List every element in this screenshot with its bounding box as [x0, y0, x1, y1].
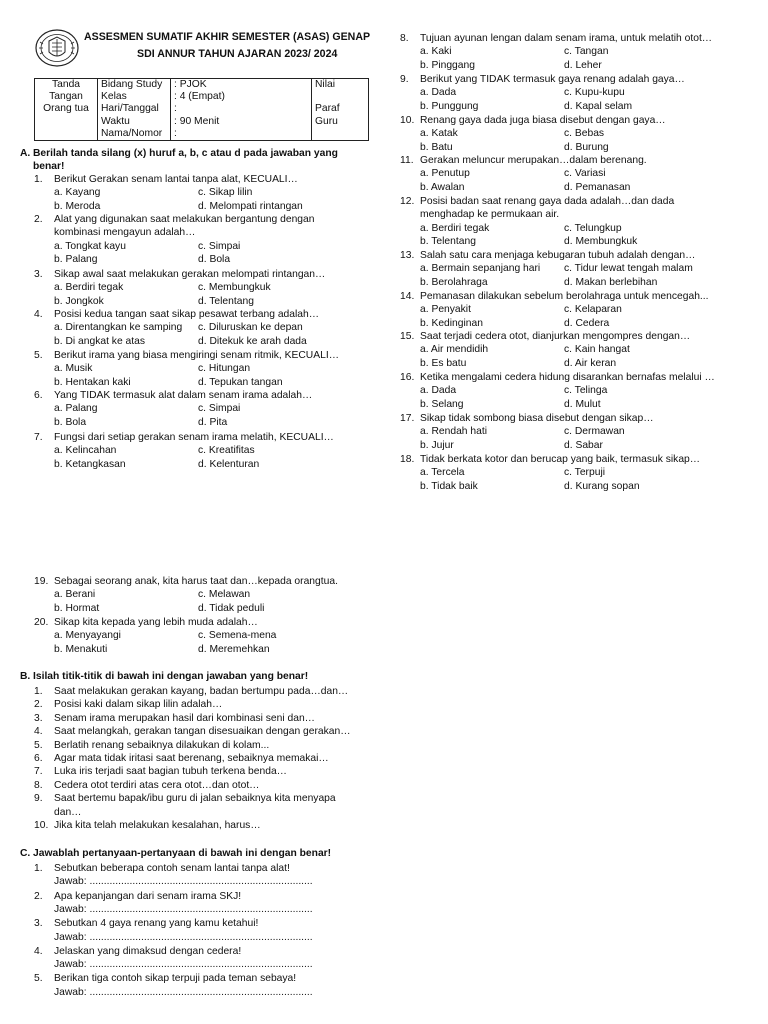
option-a[interactable]: a. Berdiri tegak [420, 222, 490, 234]
question-number: 3. [34, 269, 43, 280]
option-c[interactable]: c. Hitungan [198, 363, 251, 375]
score-cell: Nilai Paraf Guru [312, 79, 369, 141]
essay-question: Sebutkan beberapa contoh senam lantai tanpa alat! [54, 863, 290, 874]
question-text: Berikut irama yang biasa mengiringi senam ritmik, KECUALI… [54, 350, 339, 361]
essay-question: Berikan tiga contoh sikap terpuji pada teman sebaya! [54, 973, 297, 985]
option-a[interactable]: a. Dada [420, 87, 457, 99]
option-a[interactable]: a. Menyayangi [54, 630, 121, 642]
item-number: 6. [34, 753, 43, 764]
essay-question: Jelaskan yang dimaksud dengan cedera! [54, 945, 242, 957]
answer-line[interactable]: Jawab: .............................................................................. [54, 959, 313, 971]
answer-line[interactable]: Jawab: .............................................................................. [54, 986, 313, 998]
option-c[interactable]: c. Bebas [564, 128, 605, 140]
question-number: 15. [400, 331, 415, 342]
question-text: menghadap ke permukaan air. [420, 209, 560, 221]
option-b[interactable]: b. Di angkat ke atas [54, 335, 146, 347]
option-b[interactable]: b. Batu [420, 141, 453, 153]
item-text: Saat melangkah, gerakan tangan disesuaikan dengan gerakan… [54, 726, 351, 738]
option-d[interactable]: d. Membungkuk [564, 236, 638, 248]
option-b[interactable]: b. Bola [54, 416, 87, 428]
question-number: 12. [400, 196, 415, 207]
section-a-label: A. [20, 148, 31, 159]
school-title: SDI ANNUR TAHUN AJARAN 2023/ 2024 [137, 48, 338, 60]
option-b[interactable]: b. Menakuti [54, 643, 108, 655]
section-c-label: C. [20, 848, 31, 859]
option-b[interactable]: b. Hormat [54, 602, 100, 614]
option-c[interactable]: c. Kreatifitas [198, 445, 255, 457]
option-b[interactable]: b. Ketangkasan [54, 458, 126, 470]
option-b[interactable]: b. Telentang [420, 236, 476, 248]
question-text: Berikut Gerakan senam lantai tanpa alat, KECUALI… [54, 174, 298, 185]
question-text: Renang gaya dada juga biasa disebut dengan gaya… [420, 115, 666, 126]
item-number: 4. [34, 945, 43, 957]
option-a[interactable]: a. Air mendidih [420, 344, 489, 356]
option-b[interactable]: b. Jongkok [54, 295, 104, 307]
item-text: Jika kita telah melakukan kesalahan, harus… [54, 820, 261, 831]
item-text: Posisi kaki dalam sikap lilin adalah… [54, 699, 223, 711]
option-c[interactable]: c. Semena-mena [198, 630, 277, 642]
option-d[interactable]: d. Ditekuk ke arah dada [198, 335, 307, 347]
option-d[interactable]: d. Melompati rintangan [198, 200, 303, 212]
essay-question: Sebutkan 4 gaya renang yang kamu ketahui! [54, 918, 259, 930]
item-number: 9. [34, 793, 43, 805]
section-b-instruction: Isilah titik-titik di bawah ini dengan jawaban yang benar! [33, 671, 309, 682]
option-c[interactable]: c. Melawan [198, 589, 251, 601]
option-a[interactable]: a. Bermain sepanjang hari [420, 263, 541, 275]
question-number: 9. [400, 74, 409, 85]
item-text: Luka iris terjadi saat bagian tubuh terkena benda… [54, 766, 287, 778]
question-number: 2. [34, 214, 43, 225]
question-text: Fungsi dari setiap gerakan senam irama melatih, KECUALI… [54, 432, 334, 443]
question-number: 20. [34, 617, 49, 628]
exam-title: ASSESMEN SUMATIF AKHIR SEMESTER (ASAS) GENAP [84, 31, 371, 43]
option-c[interactable]: c. Simpai [198, 240, 241, 252]
option-a[interactable]: a. Direntangkan ke samping [54, 322, 183, 334]
option-c[interactable]: c. Sikap lilin [198, 187, 253, 199]
option-b[interactable]: b. Tidak baik [420, 480, 478, 492]
parent-signature-cell: Tanda Tangan Orang tua [35, 79, 98, 141]
question-number: 4. [34, 309, 43, 320]
item-number: 1. [34, 863, 43, 874]
option-c[interactable]: c. Diluruskan ke depan [198, 322, 303, 334]
field-values: : PJOK : 4 (Empat) : : 90 Menit : [171, 79, 312, 141]
question-number: 17. [400, 413, 415, 424]
option-b[interactable]: b. Jujur [420, 439, 454, 451]
option-b[interactable]: b. Punggung [420, 100, 479, 112]
option-c[interactable]: c. Tangan [564, 46, 609, 58]
option-c[interactable]: c. Telinga [564, 385, 608, 397]
option-a[interactable]: a. Berdiri tegak [54, 282, 124, 294]
question-text: Sikap tidak sombong biasa disebut dengan sikap… [420, 413, 654, 424]
option-d[interactable]: d. Air keran [564, 357, 617, 369]
option-b[interactable]: b. Meroda [54, 200, 101, 212]
question-number: 16. [400, 372, 415, 383]
option-a[interactable]: a. Penutup [420, 168, 470, 180]
question-number: 5. [34, 350, 43, 361]
item-text: Cedera otot terdiri atas cera otot…dan otot… [54, 779, 260, 791]
question-number: 13. [400, 250, 415, 261]
school-logo [34, 28, 80, 68]
option-b[interactable]: b. Kedinginan [420, 317, 483, 329]
question-number: 1. [34, 174, 43, 185]
item-text: dan… [54, 806, 82, 818]
option-c[interactable]: c. Tidur lewat tengah malam [564, 263, 693, 275]
option-a[interactable]: a. Palang [54, 403, 98, 415]
option-d[interactable]: d. Tepukan tangan [198, 376, 283, 388]
item-text: Senam irama merupakan hasil dari kombinasi seni dan… [54, 712, 315, 724]
option-d[interactable]: d. Kelenturan [198, 458, 260, 470]
option-d[interactable]: d. Burung [564, 141, 609, 153]
question-number: 19. [34, 576, 49, 587]
option-a[interactable]: a. Musik [54, 363, 93, 375]
option-a[interactable]: a. Berani [54, 589, 96, 601]
option-c[interactable]: c. Dermawan [564, 426, 625, 438]
option-a[interactable]: a. Kaki [420, 46, 452, 58]
question-text: Tidak berkata kotor dan berucap yang baik, termasuk sikap… [420, 454, 701, 465]
item-number: 5. [34, 739, 43, 751]
option-c[interactable]: c. Variasi [564, 168, 606, 180]
option-c[interactable]: c. Membungkuk [198, 282, 271, 294]
item-number: 3. [34, 918, 43, 930]
option-b[interactable]: b. Palang [54, 254, 98, 266]
question-text: Posisi kedua tangan saat sikap pesawat terbang adalah… [54, 309, 320, 320]
question-text: Berikut yang TIDAK termasuk gaya renang adalah gaya… [420, 74, 685, 85]
answer-line[interactable]: Jawab: .............................................................................. [54, 931, 313, 943]
identity-table [34, 78, 369, 141]
option-d[interactable]: d. Meremehkan [198, 643, 270, 655]
option-d[interactable]: d. Pita [198, 416, 228, 428]
question-text: kombinasi mengayun adalah… [54, 227, 196, 239]
option-b[interactable]: b. Selang [420, 398, 464, 410]
item-text: Saat melakukan gerakan kayang, badan bertumpu pada…dan… [54, 686, 349, 697]
option-d[interactable]: d. Tidak peduli [198, 602, 265, 614]
item-number: 4. [34, 726, 43, 738]
option-b[interactable]: b. Hentakan kaki [54, 376, 131, 388]
question-text: Saat terjadi cedera otot, dianjurkan mengompres dengan… [420, 331, 691, 342]
item-number: 2. [34, 699, 43, 711]
option-a[interactable]: a. Dada [420, 385, 457, 397]
question-number: 8. [400, 33, 409, 44]
option-d[interactable]: d. Kapal selam [564, 100, 633, 112]
essay-question: Apa kepanjangan dari senam irama SKJ! [54, 890, 242, 902]
question-text: Alat yang digunakan saat melakukan bergantung dengan [54, 214, 315, 225]
question-text: Gerakan meluncur merupakan…dalam berenang. [420, 155, 647, 166]
item-number: 7. [34, 766, 43, 778]
option-a[interactable]: a. Kelincahan [54, 445, 117, 457]
answer-line[interactable]: Jawab: .............................................................................. [54, 903, 313, 915]
option-c[interactable]: c. Telungkup [564, 222, 622, 234]
question-text: Salah satu cara menjaga kebugaran tubuh adalah dengan… [420, 250, 696, 261]
option-b[interactable]: b. Pinggang [420, 59, 475, 71]
option-c[interactable]: c. Kain hangat [564, 344, 630, 356]
section-b-label: B. [20, 671, 31, 682]
option-a[interactable]: a. Rendah hati [420, 426, 487, 438]
option-a[interactable]: a. Katak [420, 128, 458, 140]
option-a[interactable]: a. Penyakit [420, 304, 471, 316]
item-text: Saat bertemu bapak/ibu guru di jalan sebaiknya kita menyapa [54, 793, 336, 805]
question-number: 10. [400, 115, 415, 126]
question-number: 7. [34, 432, 43, 443]
item-number: 10. [34, 820, 49, 831]
question-text: Ketika mengalami cedera hidung disarankan bernafas melalui … [420, 372, 715, 383]
question-text: Posisi badan saat renang gaya dada adalah…dan dada [420, 196, 675, 207]
option-a[interactable]: a. Tercela [420, 467, 465, 479]
option-d[interactable]: d. Pemanasan [564, 181, 631, 193]
option-d[interactable]: d. Leher [564, 59, 602, 71]
option-b[interactable]: b. Berolahraga [420, 276, 488, 288]
section-a-instruction: Berilah tanda silang (x) huruf a, b, c atau d pada jawaban yang benar! [33, 148, 338, 173]
answer-line[interactable]: Jawab: .............................................................................. [54, 876, 313, 888]
question-text: Sikap kita kepada yang lebih muda adalah… [54, 617, 258, 628]
question-number: 18. [400, 454, 415, 465]
item-number: 5. [34, 973, 43, 985]
item-number: 1. [34, 686, 43, 697]
question-number: 14. [400, 291, 415, 302]
section-c-instruction: Jawablah pertanyaan-pertanyaan di bawah ini dengan benar! [33, 848, 332, 859]
option-d[interactable]: d. Cedera [564, 317, 610, 329]
option-b[interactable]: b. Es batu [420, 357, 467, 369]
item-number: 3. [34, 712, 43, 724]
question-text: Yang TIDAK termasuk alat dalam senam irama adalah… [54, 390, 313, 401]
option-d[interactable]: d. Mulut [564, 398, 601, 410]
question-text: Tujuan ayunan lengan dalam senam irama, untuk melatih otot… [420, 33, 713, 44]
option-d[interactable]: d. Makan berlebihan [564, 276, 658, 288]
question-text: Sikap awal saat melakukan gerakan melompati rintangan… [54, 269, 326, 280]
question-number: 11. [400, 155, 414, 166]
question-number: 6. [34, 390, 43, 401]
option-c[interactable]: c. Terpuji [564, 467, 606, 479]
option-c[interactable]: c. Kelaparan [564, 304, 622, 316]
option-b[interactable]: b. Awalan [420, 181, 465, 193]
option-d[interactable]: d. Kurang sopan [564, 480, 640, 492]
item-number: 8. [34, 779, 43, 791]
option-c[interactable]: c. Simpai [198, 403, 241, 415]
item-text: Berlatih renang sebaiknya dilakukan di kolam... [54, 739, 270, 751]
option-a[interactable]: a. Kayang [54, 187, 101, 199]
option-d[interactable]: d. Telentang [198, 295, 254, 307]
field-labels: Bidang Study Kelas Hari/Tanggal Waktu Nama/Nomor [98, 79, 171, 141]
option-d[interactable]: d. Sabar [564, 439, 603, 451]
question-text: Pemanasan dilakukan sebelum berolahraga untuk mencegah... [420, 291, 709, 302]
item-number: 2. [34, 890, 43, 902]
item-text: Agar mata tidak iritasi saat berenang, sebaiknya memakai… [54, 753, 329, 764]
question-text: Sebagai seorang anak, kita harus taat dan…kepada orangtua. [54, 576, 338, 587]
option-a[interactable]: a. Tongkat kayu [54, 240, 126, 252]
option-c[interactable]: c. Kupu-kupu [564, 87, 625, 99]
option-d[interactable]: d. Bola [198, 254, 231, 266]
